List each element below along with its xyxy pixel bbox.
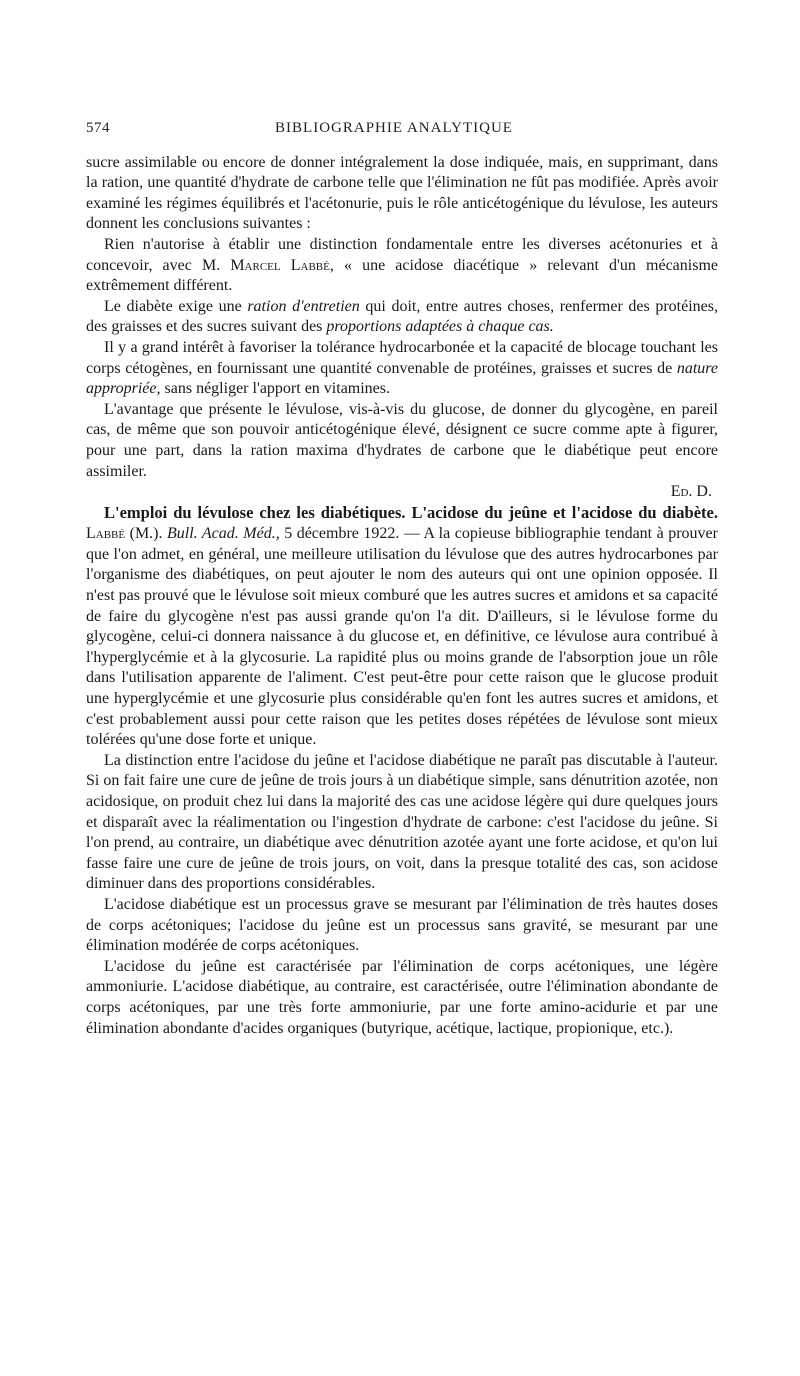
review1-p2-author-name: Marcel Labbé xyxy=(230,256,330,274)
review1-p3-text-a: Le diabète exige une xyxy=(104,297,248,315)
review1-p2-text-a: Rien n'autorise à établir une distinction fondamentale entre les diverses acétonuries et à concevoir, avec M. xyxy=(86,235,718,274)
review1-p4-text-a: Il y a grand intérêt à favoriser la tolérance hydrocarbonée et la capacité de blocage touchant les corps cétogènes, en fournissant une quantité convenable de protéines, graisses et sucres de xyxy=(86,338,718,377)
review1-p2-text-b: , « une acidose diacétique » relevant d'un mécanisme extrêmement différent. xyxy=(86,256,718,295)
review2-paragraph-1 xyxy=(86,503,718,751)
review2-p1-body: — A la copieuse bibliographie tendant à prouver que l'on admet, en général, une meilleure utilisation du lévulose que des autres hydrocarbones par l'organisme des diabétiques, on peut ajouter le nom des auteurs qui ont une opinion opposée. Il n'est pas prouvé que le lévulose soit mieux comburé que les autres sucres et amidons et sa capacité de faire du glycogène n'est pas aussi grande qu'on l'a dit. D'ailleurs, si le lévulose forme du glycogène, celui-ci donnera naissance à du glucose et, en définitive, ce lévulose aura contribué à l'hyperglycémie et à la glycosurie. La rapidité plus ou moins grande de l'absorption joue un rôle dans l'utilisation apparente de l'aliment. C'est peut-être pour cette raison que le glucose produit une hyperglycémie et une glycosurie plus considérable qu'en font les autres sucres et amidons, et c'est probablement aussi pour cette raison que les petites doses répétées de lévulose sont mieux tolérées qu'une dose forte et unique. xyxy=(86,525,718,749)
review1-p3-text-b: qui doit, entre autres choses, renfermer des protéines, des graisses et des sucres suivant des xyxy=(86,297,719,336)
review1-p3-emphasis-b: proportions adaptées à chaque cas. xyxy=(326,318,554,336)
review1-paragraph-4 xyxy=(86,338,718,400)
review1-paragraph-5: L'avantage que présente le lévulose, vis-à-vis du glucose, de donner du glycogène, en pareil cas, de même que son pouvoir anticétogénique élevé, désignent ce sucre comme apte à figurer, pour une part, dans la ration maxima d'hydrates de carbone que le diabétique peut encore assimiler. xyxy=(86,400,718,480)
review-levulose xyxy=(86,503,718,1039)
review1-p4-text-b: sans négliger l'apport en vitamines. xyxy=(160,380,391,398)
review1-paragraph-1: sucre assimilable ou encore de donner intégralement la dose indiquée, mais, en supprimant, dans la ration, une quantité d'hydrate de carbone telle que l'élimination ne fût pas modifiée. Après avoir examiné les régimes équilibrés et l'acétonurie, puis le rôle anticétogénique du lévulose, les auteurs donnent les conclusions suivantes : xyxy=(86,153,718,233)
review1-p4-emphasis: nature appropriée, xyxy=(86,359,718,398)
article-date: 5 décembre 1922. xyxy=(279,525,400,543)
article-journal: Bull. Acad. Méd., xyxy=(167,525,280,543)
review-previous xyxy=(86,153,718,503)
page-number: 574 xyxy=(86,120,110,136)
article-title: L'emploi du lévulose chez les diabétiques. L'acidose du jeûne et l'acidose du diabète. xyxy=(104,502,718,522)
review1-paragraph-2 xyxy=(86,235,718,297)
review1-signature: Ed. D. xyxy=(670,483,712,501)
page xyxy=(86,118,718,1039)
review1-paragraph-3 xyxy=(86,297,718,338)
article-author-initial: (M.). xyxy=(125,525,168,543)
review1-p3-emphasis-a: ration d'entretien xyxy=(247,297,360,315)
running-head: BIBLIOGRAPHIE ANALYTIQUE xyxy=(275,120,513,136)
review2-paragraph-4: L'acidose du jeûne est caractérisée par l'élimination de corps acétoniques, une légère ammoniurie. L'acidose diabétique, au contraire, est caractérisée, outre l'élimination abondante de corps acétoniques, par une très forte ammoniurie, par une forte amino-acidurie et par une élimination abondante d'acides organiques (butyrique, acétique, lactique, propionique, etc.). xyxy=(86,957,718,1037)
review2-paragraph-3: L'acidose diabétique est un processus grave se mesurant par l'élimination de très hautes doses de corps acétoniques; l'acidose du jeûne est un processus sans gravité, se mesurant par une élimination modérée de corps acétoniques. xyxy=(86,895,718,955)
review2-paragraph-2: La distinction entre l'acidose du jeûne et l'acidose diabétique ne paraît pas discutable à l'auteur. Si on fait faire une cure de jeûne de trois jours à un diabétique simple, sans dénutrition azotée, non acidosique, on produit chez lui dans la majorité des cas une acidose légère qui dure quelques jours et disparaît avec la réalimentation ou l'ingestion d'hydrate de carbone: c'est l'acidose du jeûne. Si l'on prend, au contraire, un diabétique avec dénutrition azotée ayant une forte acidose, et qu'on lui fasse faire une cure de jeûne de trois jours, on voit, dans la presque totalité des cas, son acidose diminuer dans des proportions considérables. xyxy=(86,751,718,893)
page-header xyxy=(86,118,718,139)
article-author: Labbé xyxy=(86,525,126,543)
